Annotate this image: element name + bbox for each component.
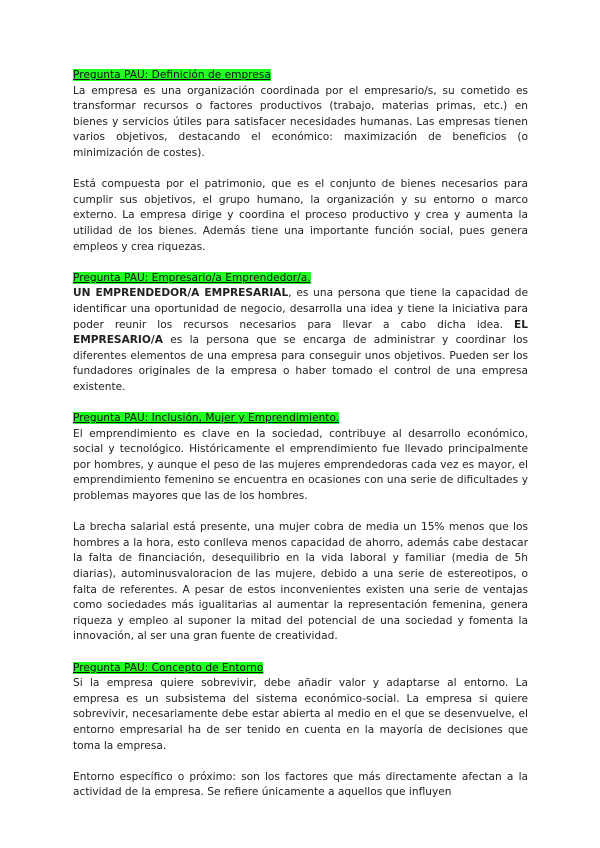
section-heading-empresario: Pregunta PAU: Empresario/a Emprendedor/a. xyxy=(73,271,311,284)
section-heading-inclusion: Pregunta PAU: Inclusión, Mujer y Emprendimiento. xyxy=(73,412,340,425)
paragraph-empresa-composicion: Está compuesta por el patrimonio, que es el conjunto de bienes necesarios para cumplir sus objetivos, el grupo humano, la organización y su entorno o marco externo. La empresa dirige y coordina el proceso productivo y crea y aumenta la utilidad de los bienes. Además tiene una importante función social, pues genera empleos y crea riquezas. xyxy=(73,178,528,253)
paragraph-emprendedor xyxy=(73,286,528,395)
term-empresario: EL EMPRESARIO/A xyxy=(73,318,528,347)
spacer xyxy=(73,505,528,521)
paragraph-emprendimiento: El emprendimiento es clave en la sociedad, contribuye al desarrollo económico, social y tecnológico. Históricamente el emprendimiento fue llevado principalmente por hombres, y aunque el peso de las mujeres emprendedoras cada vez es mayor, el emprendimiento femenino se encuentra en ocasiones con una serie de dificultades y problemas mayores que las de los hombres. xyxy=(73,427,528,503)
spacer xyxy=(73,645,528,661)
text-emprendedor: , es una persona que tiene la capacidad de identificar una oportunidad de negocio, desarrolla una idea y tiene la iniciativa para poder reunir los recursos necesarios para llevar a cabo dicha idea. xyxy=(73,287,528,331)
paragraph-entorno: Si la empresa quiere sobrevivir, debe añadir valor y adaptarse al entorno. La empresa es un subsistema del sistema económico-social. La empresa si quiere sobrevivir, necesariamente debe estar abierta al medio en el que se desenvuelve, el entorno empresarial ha de ser tenido en cuenta en la mayoría de decisiones que toma la empresa. xyxy=(73,677,528,752)
paragraph-entorno-especifico: Entorno específico o próximo: son los factores que más directamente afectan a la actividad de la empresa. Se refiere únicamente a aquellos que influyen xyxy=(73,770,528,799)
section-heading-definicion-empresa: Pregunta PAU: Definición de empresa xyxy=(73,69,271,81)
paragraph-brecha-salarial: La brecha salarial está presente, una mujer cobra de media un 15% menos que los hombres a la hora, esto conlleva menos capacidad de ahorro, además cabe destacar la falta de financiación, desequilibrio en la vida laboral y familiar (media de 5h diarias), autominusvaloracion de las mujere, debido a una serie de estereotipos, o falta de referentes. A pesar de estos inconvenientes existen una serie de ventajas como sociedades más igualitarias al aumentar la representación femenina, genera riqueza y empleo al suponer la mitad del potencial de una sociedad y fomenta la innovación, al ser una gran fuente de creatividad. xyxy=(73,521,528,643)
spacer xyxy=(73,395,528,411)
spacer xyxy=(73,162,528,178)
spacer xyxy=(73,754,528,770)
spacer xyxy=(73,255,528,271)
text-empresario: es la persona que se encarga de administrar y coordinar los diferentes elementos de una empresa para conseguir unos objetivos. Pueden ser los fundadores originales de la empresa o haber tomado el control de una empresa existente. xyxy=(73,334,528,393)
term-emprendedor: UN EMPRENDEDOR/A EMPRESARIAL xyxy=(73,287,289,300)
section-heading-entorno: Pregunta PAU: Concepto de Entorno xyxy=(73,661,264,674)
paragraph-empresa-definicion: La empresa es una organización coordinada por el empresario/s, su cometido es transformar recursos o factores productivos (trabajo, materias primas, etc.) en bienes y servicios útiles para satisfacer necesidades humanas. Las empresas tienen varios objetivos, destacando el económico: maximización de beneficios (o minimización de costes). xyxy=(73,84,528,159)
document-page xyxy=(73,68,528,801)
